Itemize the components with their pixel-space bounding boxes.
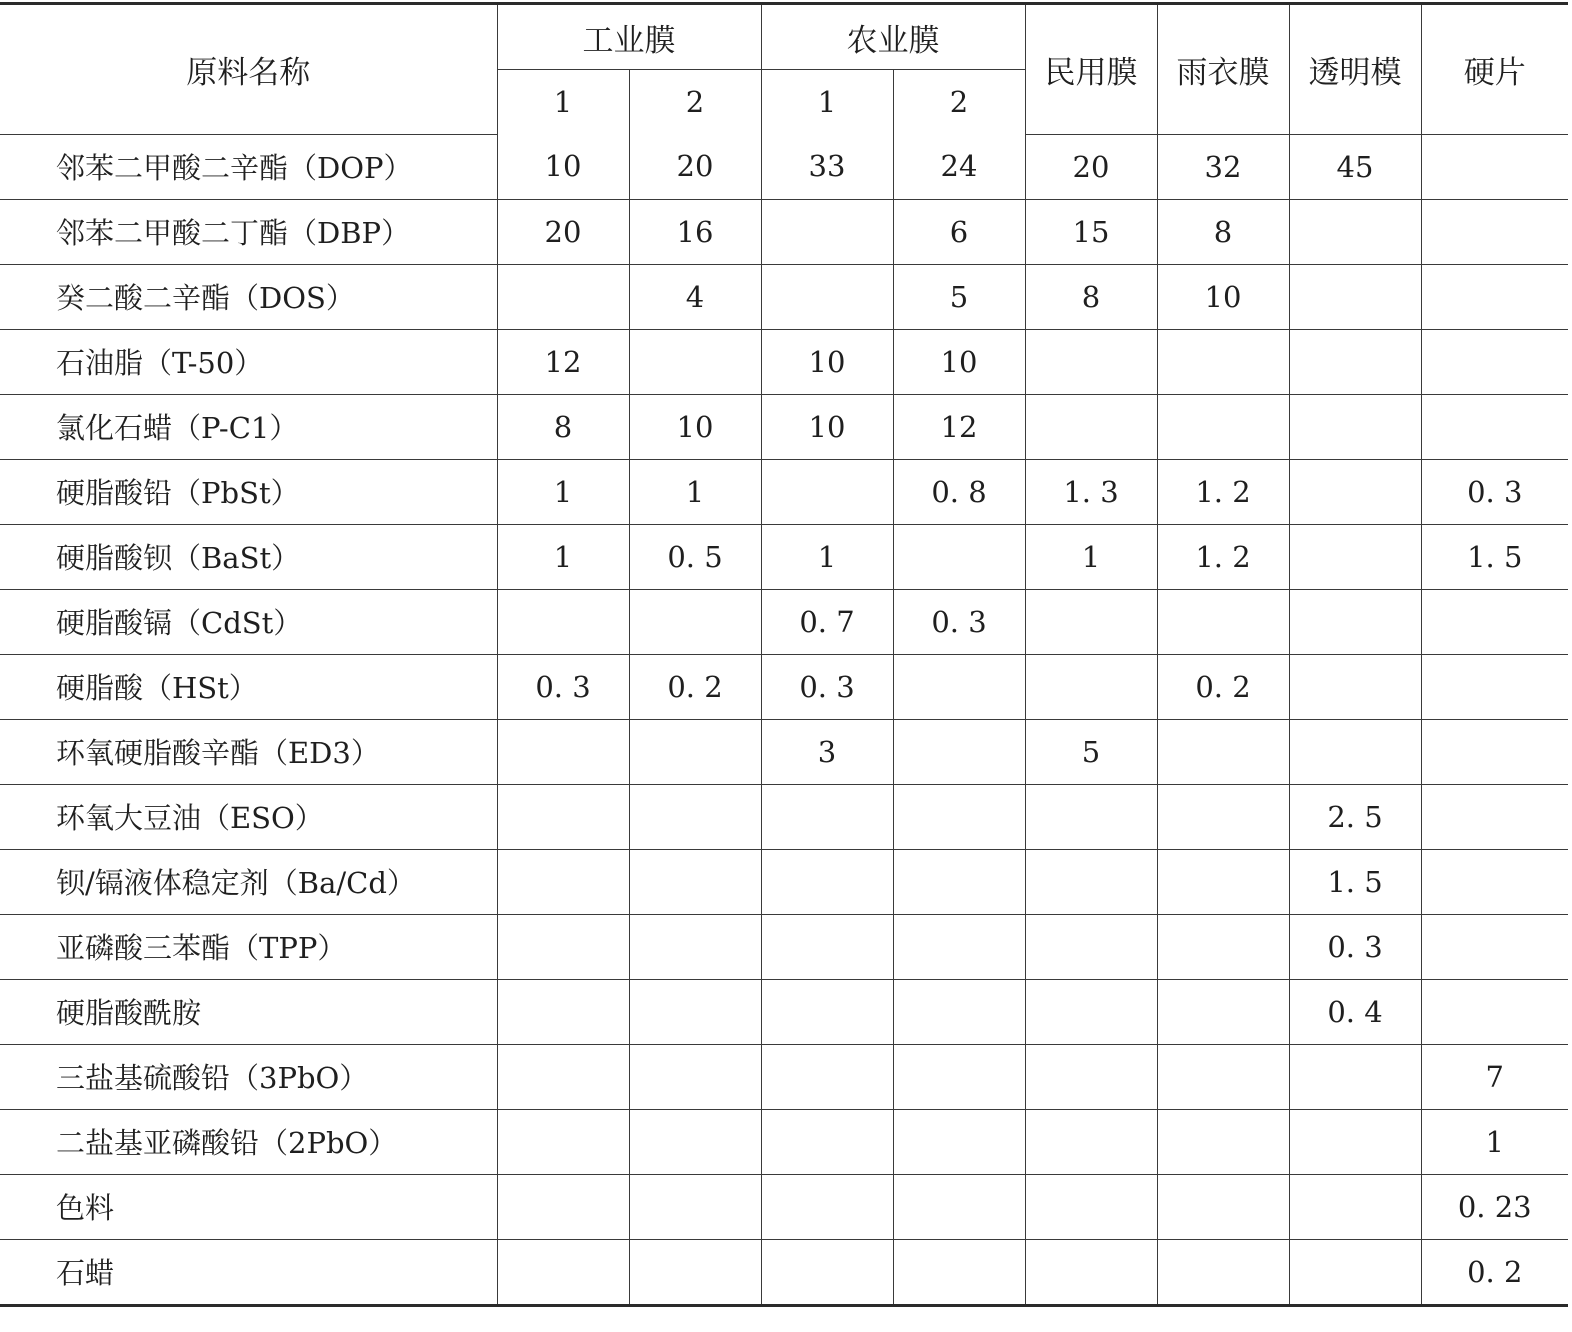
value-cell-raincoat: 1. 2	[1157, 459, 1289, 524]
header-row-1	[0, 4, 1568, 70]
value-cell-agricultural-2: 0. 8	[893, 459, 1025, 524]
table-row	[0, 784, 1568, 849]
header-rigid-sheet: 硬片	[1421, 4, 1568, 135]
value-cell-raincoat	[1157, 784, 1289, 849]
value-cell-industrial-1	[497, 914, 629, 979]
table-row	[0, 459, 1568, 524]
value-cell-transparent	[1289, 1174, 1421, 1239]
value-cell-agricultural-1: 10	[761, 394, 893, 459]
material-name-cell: 硬脂酸（HSt）	[0, 654, 497, 719]
value-cell-transparent	[1289, 329, 1421, 394]
table-row	[0, 719, 1568, 784]
value-cell-raincoat	[1157, 979, 1289, 1044]
table-row	[0, 979, 1568, 1044]
table-row	[0, 524, 1568, 589]
value-cell-agricultural-2	[893, 1044, 1025, 1109]
value-cell-transparent	[1289, 199, 1421, 264]
material-name-cell: 环氧硬脂酸辛酯（ED3）	[0, 719, 497, 784]
value-cell-rigid-sheet	[1421, 979, 1568, 1044]
value-cell-civil: 8	[1025, 264, 1157, 329]
value-cell-industrial-1: 20	[497, 199, 629, 264]
value-cell-industrial-1	[497, 1044, 629, 1109]
value-cell-civil	[1025, 1044, 1157, 1109]
value-cell-transparent	[1289, 1239, 1421, 1305]
value-cell-rigid-sheet	[1421, 849, 1568, 914]
value-cell-rigid-sheet: 7	[1421, 1044, 1568, 1109]
value-cell-rigid-sheet: 0. 2	[1421, 1239, 1568, 1305]
value-cell-agricultural-2	[893, 914, 1025, 979]
table-row	[0, 1109, 1568, 1174]
value-cell-civil	[1025, 1109, 1157, 1174]
value-cell-industrial-2: 0. 5	[629, 524, 761, 589]
value-cell-industrial-2	[629, 719, 761, 784]
value-cell-rigid-sheet	[1421, 134, 1568, 199]
table-row	[0, 849, 1568, 914]
value-cell-industrial-2: 10	[629, 394, 761, 459]
value-cell-civil	[1025, 1239, 1157, 1305]
table-row	[0, 394, 1568, 459]
value-cell-agricultural-2: 12	[893, 394, 1025, 459]
value-cell-industrial-1	[497, 719, 629, 784]
value-cell-industrial-2	[629, 1109, 761, 1174]
material-name-cell: 石蜡	[0, 1239, 497, 1305]
value-cell-agricultural-1	[761, 264, 893, 329]
value-cell-raincoat: 1. 2	[1157, 524, 1289, 589]
value-cell-raincoat	[1157, 394, 1289, 459]
value-cell-civil: 1	[1025, 524, 1157, 589]
value-cell-agricultural-2	[893, 784, 1025, 849]
value-cell-civil	[1025, 849, 1157, 914]
value-cell-industrial-2	[629, 1044, 761, 1109]
value-cell-industrial-1	[497, 1174, 629, 1239]
value-cell-agricultural-1: 10	[761, 329, 893, 394]
material-name-cell: 硬脂酸镉（CdSt）	[0, 589, 497, 654]
value-cell-raincoat	[1157, 589, 1289, 654]
material-name-cell: 色料	[0, 1174, 497, 1239]
header-agricultural-2: 2	[893, 70, 1025, 135]
value-cell-rigid-sheet	[1421, 264, 1568, 329]
value-cell-civil	[1025, 979, 1157, 1044]
value-cell-industrial-2	[629, 589, 761, 654]
value-cell-rigid-sheet	[1421, 654, 1568, 719]
value-cell-raincoat	[1157, 1109, 1289, 1174]
material-name-cell: 癸二酸二辛酯（DOS）	[0, 264, 497, 329]
value-cell-agricultural-2	[893, 1109, 1025, 1174]
table-row	[0, 199, 1568, 264]
value-cell-industrial-1	[497, 1109, 629, 1174]
value-cell-agricultural-2: 24	[893, 134, 1025, 199]
value-cell-rigid-sheet: 0. 3	[1421, 459, 1568, 524]
value-cell-agricultural-2	[893, 719, 1025, 784]
formula-table	[0, 2, 1568, 1307]
header-transparent-film: 透明模	[1289, 4, 1421, 135]
value-cell-civil	[1025, 329, 1157, 394]
value-cell-civil	[1025, 784, 1157, 849]
value-cell-industrial-1: 12	[497, 329, 629, 394]
value-cell-industrial-2	[629, 1239, 761, 1305]
value-cell-transparent	[1289, 394, 1421, 459]
value-cell-transparent: 1. 5	[1289, 849, 1421, 914]
table-row	[0, 329, 1568, 394]
header-raincoat-film: 雨衣膜	[1157, 4, 1289, 135]
value-cell-agricultural-2	[893, 1174, 1025, 1239]
value-cell-industrial-2	[629, 329, 761, 394]
table-body	[0, 134, 1568, 1305]
value-cell-agricultural-1	[761, 849, 893, 914]
value-cell-agricultural-1: 0. 3	[761, 654, 893, 719]
value-cell-civil: 1. 3	[1025, 459, 1157, 524]
value-cell-rigid-sheet	[1421, 394, 1568, 459]
table-header	[0, 4, 1568, 135]
value-cell-civil	[1025, 394, 1157, 459]
value-cell-industrial-1: 1	[497, 524, 629, 589]
value-cell-industrial-1: 10	[497, 134, 629, 199]
value-cell-industrial-2: 20	[629, 134, 761, 199]
value-cell-agricultural-2: 10	[893, 329, 1025, 394]
value-cell-agricultural-1	[761, 1174, 893, 1239]
value-cell-rigid-sheet	[1421, 784, 1568, 849]
header-industrial-film: 工业膜	[497, 4, 761, 70]
value-cell-agricultural-2	[893, 1239, 1025, 1305]
value-cell-agricultural-1	[761, 1044, 893, 1109]
header-agricultural-1: 1	[761, 70, 893, 135]
material-name-cell: 邻苯二甲酸二辛酯（DOP）	[0, 134, 497, 199]
value-cell-raincoat: 10	[1157, 264, 1289, 329]
value-cell-civil: 5	[1025, 719, 1157, 784]
value-cell-civil	[1025, 654, 1157, 719]
value-cell-agricultural-1	[761, 979, 893, 1044]
value-cell-raincoat	[1157, 1239, 1289, 1305]
value-cell-agricultural-1: 1	[761, 524, 893, 589]
value-cell-rigid-sheet	[1421, 719, 1568, 784]
value-cell-agricultural-2: 0. 3	[893, 589, 1025, 654]
value-cell-industrial-1	[497, 264, 629, 329]
value-cell-industrial-1	[497, 849, 629, 914]
value-cell-transparent: 0. 3	[1289, 914, 1421, 979]
value-cell-rigid-sheet	[1421, 199, 1568, 264]
header-agricultural-film: 农业膜	[761, 4, 1025, 70]
value-cell-rigid-sheet	[1421, 589, 1568, 654]
value-cell-rigid-sheet: 1	[1421, 1109, 1568, 1174]
table-row	[0, 914, 1568, 979]
value-cell-agricultural-1: 33	[761, 134, 893, 199]
value-cell-industrial-1	[497, 784, 629, 849]
value-cell-raincoat	[1157, 849, 1289, 914]
material-name-cell: 硬脂酸铅（PbSt）	[0, 459, 497, 524]
value-cell-agricultural-1	[761, 1239, 893, 1305]
material-name-cell: 硬脂酸钡（BaSt）	[0, 524, 497, 589]
value-cell-agricultural-2: 5	[893, 264, 1025, 329]
value-cell-transparent	[1289, 264, 1421, 329]
material-name-cell: 邻苯二甲酸二丁酯（DBP）	[0, 199, 497, 264]
value-cell-transparent	[1289, 719, 1421, 784]
value-cell-industrial-2	[629, 1174, 761, 1239]
table-row	[0, 654, 1568, 719]
material-name-cell: 三盐基硫酸铅（3PbO）	[0, 1044, 497, 1109]
value-cell-industrial-2	[629, 849, 761, 914]
value-cell-agricultural-1	[761, 784, 893, 849]
value-cell-raincoat: 8	[1157, 199, 1289, 264]
table-row	[0, 1044, 1568, 1109]
value-cell-civil	[1025, 589, 1157, 654]
value-cell-transparent	[1289, 524, 1421, 589]
value-cell-raincoat	[1157, 1044, 1289, 1109]
table-row	[0, 589, 1568, 654]
value-cell-raincoat: 0. 2	[1157, 654, 1289, 719]
material-name-cell: 环氧大豆油（ESO）	[0, 784, 497, 849]
value-cell-industrial-2: 0. 2	[629, 654, 761, 719]
value-cell-transparent	[1289, 589, 1421, 654]
value-cell-industrial-1: 0. 3	[497, 654, 629, 719]
value-cell-agricultural-1	[761, 914, 893, 979]
header-civil-film: 民用膜	[1025, 4, 1157, 135]
value-cell-transparent: 45	[1289, 134, 1421, 199]
value-cell-transparent: 0. 4	[1289, 979, 1421, 1044]
value-cell-rigid-sheet	[1421, 329, 1568, 394]
table-row	[0, 1174, 1568, 1239]
table-row	[0, 264, 1568, 329]
value-cell-industrial-1: 8	[497, 394, 629, 459]
value-cell-rigid-sheet: 1. 5	[1421, 524, 1568, 589]
value-cell-industrial-2	[629, 914, 761, 979]
value-cell-raincoat	[1157, 719, 1289, 784]
value-cell-agricultural-2	[893, 654, 1025, 719]
value-cell-industrial-2: 16	[629, 199, 761, 264]
header-material-name: 原料名称	[0, 4, 497, 135]
value-cell-agricultural-2	[893, 849, 1025, 914]
value-cell-agricultural-1: 3	[761, 719, 893, 784]
header-industrial-2: 2	[629, 70, 761, 135]
value-cell-industrial-1	[497, 589, 629, 654]
value-cell-transparent: 2. 5	[1289, 784, 1421, 849]
value-cell-agricultural-1	[761, 199, 893, 264]
value-cell-civil: 20	[1025, 134, 1157, 199]
value-cell-raincoat: 32	[1157, 134, 1289, 199]
material-name-cell: 硬脂酸酰胺	[0, 979, 497, 1044]
value-cell-industrial-2	[629, 784, 761, 849]
table-row	[0, 134, 1568, 199]
value-cell-civil	[1025, 1174, 1157, 1239]
value-cell-transparent	[1289, 1044, 1421, 1109]
value-cell-agricultural-1	[761, 1109, 893, 1174]
value-cell-industrial-2	[629, 979, 761, 1044]
value-cell-raincoat	[1157, 1174, 1289, 1239]
value-cell-civil	[1025, 914, 1157, 979]
value-cell-agricultural-1	[761, 459, 893, 524]
material-name-cell: 石油脂（T-50）	[0, 329, 497, 394]
material-name-cell: 亚磷酸三苯酯（TPP）	[0, 914, 497, 979]
value-cell-raincoat	[1157, 914, 1289, 979]
value-cell-transparent	[1289, 459, 1421, 524]
material-name-cell: 氯化石蜡（P-C1）	[0, 394, 497, 459]
value-cell-rigid-sheet: 0. 23	[1421, 1174, 1568, 1239]
value-cell-civil: 15	[1025, 199, 1157, 264]
value-cell-transparent	[1289, 1109, 1421, 1174]
value-cell-industrial-1: 1	[497, 459, 629, 524]
material-name-cell: 钡/镉液体稳定剂（Ba/Cd）	[0, 849, 497, 914]
value-cell-transparent	[1289, 654, 1421, 719]
value-cell-raincoat	[1157, 329, 1289, 394]
value-cell-agricultural-1: 0. 7	[761, 589, 893, 654]
value-cell-agricultural-2	[893, 979, 1025, 1044]
value-cell-agricultural-2: 6	[893, 199, 1025, 264]
value-cell-industrial-2: 1	[629, 459, 761, 524]
value-cell-industrial-1	[497, 979, 629, 1044]
material-name-cell: 二盐基亚磷酸铅（2PbO）	[0, 1109, 497, 1174]
value-cell-industrial-2: 4	[629, 264, 761, 329]
value-cell-agricultural-2	[893, 524, 1025, 589]
value-cell-rigid-sheet	[1421, 914, 1568, 979]
value-cell-industrial-1	[497, 1239, 629, 1305]
table-row	[0, 1239, 1568, 1305]
header-industrial-1: 1	[497, 70, 629, 135]
